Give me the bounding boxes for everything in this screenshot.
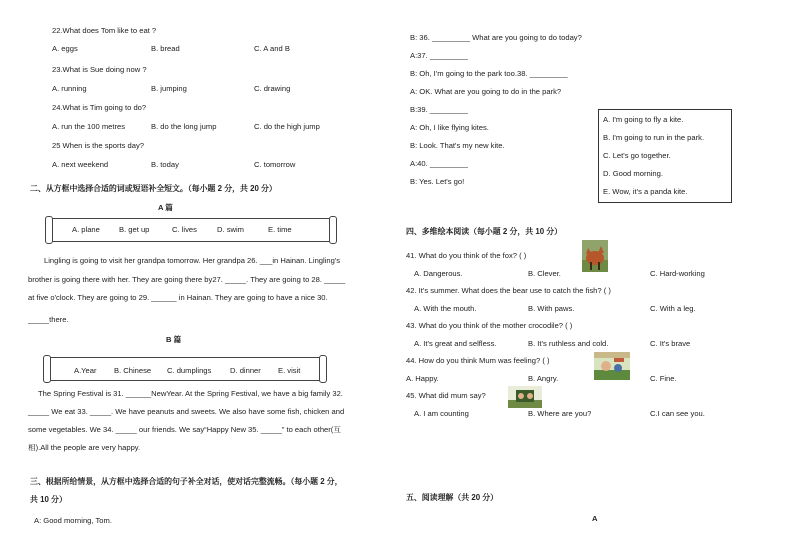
part-a-text-line: Lingling is going to visit her grandpa tomorrow. Her grandpa 26. ___in Hainan. Lingling's: [44, 256, 341, 265]
section3-title-cont: 共 10 分）: [30, 495, 67, 504]
part-a-text-line: _____there.: [28, 315, 69, 324]
section5-title: 五、阅读理解（共 20 分）: [406, 493, 499, 502]
part-b-option: B. Chinese: [114, 366, 152, 375]
part-a-option: B. get up: [119, 225, 150, 234]
q25-option-a: A. next weekend: [52, 160, 109, 169]
fox-picture: [582, 240, 608, 272]
part-a-text-line: brother is going there with her. They are going there by27. _____. They are going to 28. _____: [28, 275, 346, 284]
q22-option-c: C. A and B: [254, 44, 290, 53]
q42-option-a: A. With the mouth.: [414, 304, 477, 313]
part-a-text-line: at five o'clock. They are going to 29. ______ in Hainan. They are going to have a nice 30.: [28, 293, 328, 302]
q44-option-a: A. Happy.: [406, 374, 439, 383]
q24-option-b: B. do the long jump: [151, 122, 217, 131]
choice-item: D. Good morning.: [603, 169, 663, 178]
part-a-option: A. plane: [72, 225, 100, 234]
counting-picture: [508, 386, 542, 408]
q24-question: 24.What is Tim going to do?: [52, 103, 147, 112]
section2-title: 二、从方框中选择合适的词或短语补全短文。（每小题 2 分，共 20 分）: [30, 184, 277, 193]
choice-item: A. I'm going to fly a kite.: [603, 115, 684, 124]
section4-title: 四、多维绘本阅读（每小题 2 分，共 10 分）: [406, 227, 563, 236]
q45-option-c: C.I can see you.: [650, 409, 705, 418]
q23-question: 23.What is Sue doing now ?: [52, 65, 147, 74]
scroll-left-end: [45, 216, 53, 244]
q22-option-a: A. eggs: [52, 44, 78, 53]
mum-feeling-picture: [594, 352, 630, 380]
part-b-option: E. visit: [278, 366, 301, 375]
dialogue-line: A: Good morning, Tom.: [34, 516, 112, 525]
dialogue-line: B: Yes. Let's go!: [410, 177, 465, 186]
part-a-option: D. swim: [217, 225, 244, 234]
dialogue-line: B: Oh, I'm going to the park too.38. _________: [410, 69, 568, 78]
part-b-text-line: some vegetables. We 34. _____ our friends. We say“Happy New 35. _____” to each other(互: [28, 425, 341, 434]
q23-option-c: C. drawing: [254, 84, 291, 93]
q41-option-c: C. Hard-working: [650, 269, 705, 278]
q22-question: 22.What does Tom like to eat ?: [52, 26, 157, 35]
section3-title: 三、根据所给情景，从方框中选择合适的句子补全对话，使对话完整流畅。（每小题 2 分，: [30, 477, 343, 486]
q43-question: 43. What do you think of the mother crocodile? ( ): [406, 321, 573, 330]
dialogue-line: B: 36. _________ What are you going to do today?: [410, 33, 582, 42]
part-a-option: E. time: [268, 225, 292, 234]
dialogue-line: A:37. _________: [410, 51, 468, 60]
dialogue-line: B: Look. That's my new kite.: [410, 141, 505, 150]
scroll-right-end: [329, 216, 337, 244]
part-b-option: D. dinner: [230, 366, 261, 375]
part-a-label: A 篇: [158, 203, 173, 212]
q44-option-c: C. Fine.: [650, 374, 677, 383]
q41-option-b: B. Clever.: [528, 269, 561, 278]
section5-part-label: A: [592, 514, 598, 523]
part-b-option: A.Year: [74, 366, 97, 375]
q41-option-a: A. Dangerous.: [414, 269, 463, 278]
q25-question: 25 When is the sports day?: [52, 141, 145, 150]
part-b-text-line: _____ We eat 33. _____. We have peanuts and sweets. We also have some fish, chicken and: [28, 407, 345, 416]
part-a-option: C. lives: [172, 225, 197, 234]
q42-question: 42. It's summer. What does the bear use to catch the fish? ( ): [406, 286, 611, 295]
choice-item: E. Wow, it's a panda kite.: [603, 187, 688, 196]
part-b-text-line: The Spring Festival is 31. ______NewYear. At the Spring Festival, we have a big family 32.: [38, 389, 343, 398]
q23-option-a: A. running: [52, 84, 87, 93]
part-b-option: C. dumplings: [167, 366, 212, 375]
q24-option-a: A. run the 100 metres: [52, 122, 126, 131]
q44-question: 44. How do you think Mum was feeling? ( ): [406, 356, 550, 365]
q25-option-c: C. tomorrow: [254, 160, 296, 169]
q45-option-a: A. I am counting: [414, 409, 469, 418]
dialogue-line: A: OK. What are you going to do in the park?: [410, 87, 562, 96]
dialogue-line: A:40. _________: [410, 159, 468, 168]
q42-option-b: B. With paws.: [528, 304, 575, 313]
q43-option-a: A. It's great and selfless.: [414, 339, 497, 348]
q22-option-b: B. bread: [151, 44, 180, 53]
q45-question: 45. What did mum say?: [406, 391, 486, 400]
dialogue-line: A: Oh, I like flying kites.: [410, 123, 489, 132]
q43-option-c: C. It's brave: [650, 339, 691, 348]
choice-item: C. Let's go together.: [603, 151, 671, 160]
q42-option-c: C. With a leg.: [650, 304, 696, 313]
q45-option-b: B. Where are you?: [528, 409, 592, 418]
q25-option-b: B. today: [151, 160, 179, 169]
q41-question: 41. What do you think of the fox? ( ): [406, 251, 527, 260]
scroll-left-end: [43, 355, 51, 383]
q43-option-b: B. It's ruthless and cold.: [528, 339, 609, 348]
q24-option-c: C. do the high jump: [254, 122, 320, 131]
dialogue-line: B:39. _________: [410, 105, 468, 114]
q44-option-b: B. Angry.: [528, 374, 559, 383]
choice-item: B. I'm going to run in the park.: [603, 133, 705, 142]
part-b-text-line: 相).All the people are very happy.: [28, 443, 141, 452]
q23-option-b: B. jumping: [151, 84, 187, 93]
part-b-label: B 篇: [166, 335, 182, 344]
scroll-right-end: [319, 355, 327, 383]
